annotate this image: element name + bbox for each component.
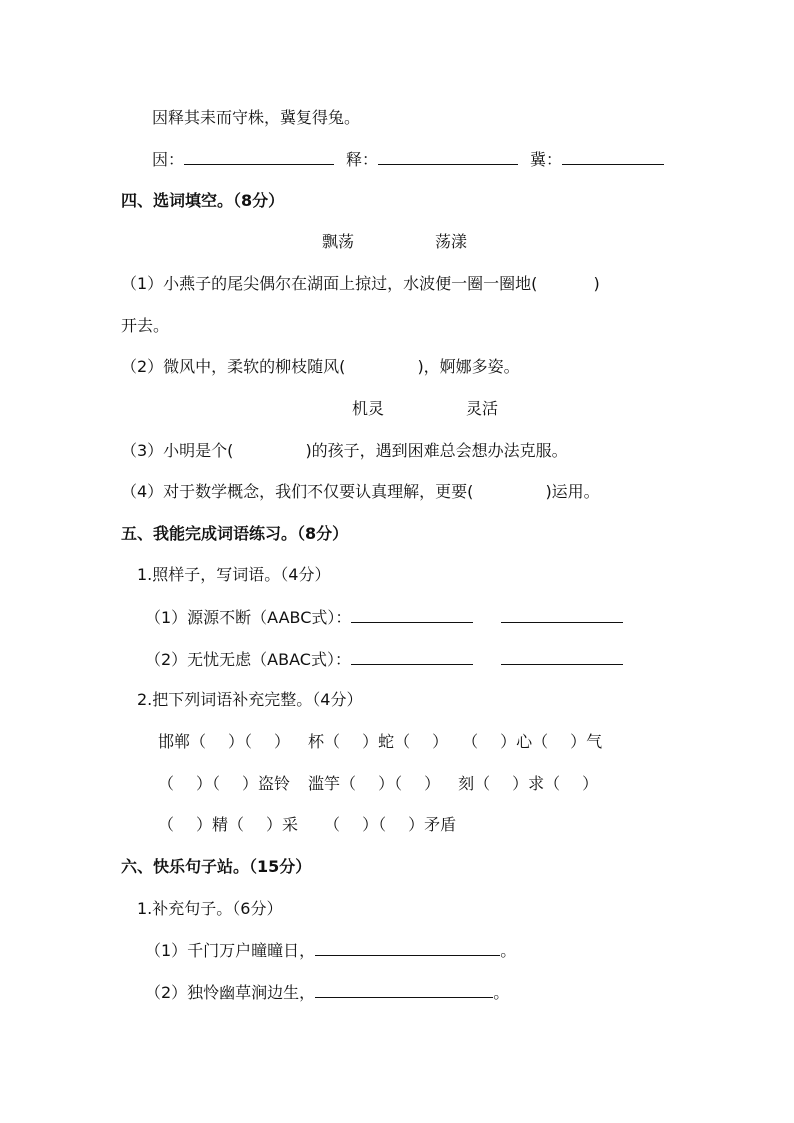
poem-line-2-text: （2）独怜幽草涧边生，	[145, 983, 316, 1002]
section-6-title: 六、快乐句子站。（15分）	[121, 857, 312, 876]
aabc-row	[145, 606, 623, 629]
poem-line-2-blank[interactable]	[315, 981, 493, 998]
idiom-6-part-a: 刻（	[458, 774, 491, 793]
section-6-sub1: 1.补充句子。（6分）	[137, 899, 283, 918]
aabc-label: （1）源源不断（AABC式）：	[145, 608, 352, 627]
idiom-7-part-c: ）采	[266, 815, 299, 834]
idiom-row-1	[158, 731, 602, 753]
blank-label-shi: 释：	[346, 150, 379, 169]
section-5-sub1: 1.照样子，写词语。（4分）	[137, 565, 331, 584]
idiom-4-part-b: ）（	[196, 774, 221, 793]
idiom-row-3	[158, 814, 456, 836]
blank-label-yin: 因：	[152, 150, 185, 169]
question-4-line	[121, 481, 600, 503]
question-3-line	[121, 440, 568, 462]
idiom-2-part-a: 杯（	[308, 732, 341, 751]
question-1-text: （1）小燕子的尾尖偶尔在湖面上掠过，水波便一圈一圈地(	[121, 274, 538, 293]
word-choice-jiling: 机灵	[352, 399, 385, 418]
idiom-3-part-a: （	[462, 732, 479, 751]
section-5-title: 五、我能完成词语练习。（8分）	[121, 524, 349, 543]
aabc-blank-2[interactable]	[501, 606, 623, 623]
idiom-3-part-b: ）心（	[500, 732, 549, 751]
idiom-6-part-c: ）	[582, 774, 599, 793]
question-3-open: （3）小明是个(	[121, 441, 234, 460]
abac-label: （2）无忧无虑（ABAC式）：	[145, 650, 351, 669]
poem-line-2-end: 。	[493, 983, 510, 1002]
answer-blank-ji[interactable]	[562, 148, 664, 165]
section-4-title: 四、选词填空。（8分）	[121, 191, 285, 210]
idiom-1-part-a: 邯郸（	[158, 732, 207, 751]
aabc-blank-1[interactable]	[351, 606, 473, 623]
answer-blank-yin[interactable]	[184, 148, 334, 165]
question-2-line	[121, 356, 520, 378]
idiom-1-part-b: ）（	[228, 732, 253, 751]
idiom-5-part-a: 滥竽（	[308, 774, 357, 793]
idiom-3-part-c: ）气	[570, 732, 603, 751]
idiom-row-2	[158, 773, 598, 795]
question-1-continued: 开去。	[121, 316, 170, 335]
idiom-4-part-c: ）盗铃	[242, 774, 291, 793]
idiom-7-part-b: ）精（	[196, 815, 245, 834]
idiom-8-part-c: ）矛盾	[408, 815, 457, 834]
question-3-close: )的孩子，遇到困难总会想办法克服。	[305, 441, 568, 460]
idiom-5-part-c: ）	[424, 774, 441, 793]
classical-sentence: 因释其耒而守株，冀复得兔。	[152, 108, 361, 127]
poem-line-1-text: （1）千门万户曈曈日，	[145, 941, 316, 960]
idiom-2-part-b: ）蛇（	[362, 732, 411, 751]
question-1-line	[121, 273, 600, 295]
word-choice-linghuo: 灵活	[466, 399, 499, 418]
explain-words-row	[152, 148, 664, 171]
word-choice-dangyang: 荡漾	[435, 232, 468, 251]
idiom-5-part-b: ）（	[378, 774, 403, 793]
section-5-sub2: 2.把下列词语补充完整。（4分）	[137, 690, 363, 709]
blank-label-ji: 冀：	[530, 150, 563, 169]
poem-line-2	[145, 981, 509, 1004]
poem-line-1-end: 。	[500, 941, 517, 960]
idiom-8-part-b: ）（	[362, 815, 387, 834]
idiom-7-part-a: （	[158, 815, 175, 834]
idiom-4-part-a: （	[158, 774, 175, 793]
question-1-close: )	[593, 274, 600, 293]
question-4-close: )运用。	[545, 482, 600, 501]
idiom-1-part-c: ）	[274, 732, 291, 751]
idiom-8-part-a: （	[324, 815, 341, 834]
question-2-open: （2）微风中，柔软的柳枝随风(	[121, 357, 346, 376]
question-4-open: （4）对于数学概念，我们不仅要认真理解，更要(	[121, 482, 474, 501]
abac-blank-1[interactable]	[351, 648, 473, 665]
abac-blank-2[interactable]	[501, 648, 623, 665]
poem-line-1-blank[interactable]	[315, 939, 500, 956]
poem-line-1	[145, 939, 516, 962]
idiom-6-part-b: ）求（	[512, 774, 561, 793]
word-choice-piaodang: 飘荡	[322, 232, 355, 251]
idiom-2-part-c: ）	[432, 732, 449, 751]
answer-blank-shi[interactable]	[378, 148, 518, 165]
abac-row	[145, 648, 623, 671]
question-2-close: )，婀娜多姿。	[417, 357, 520, 376]
